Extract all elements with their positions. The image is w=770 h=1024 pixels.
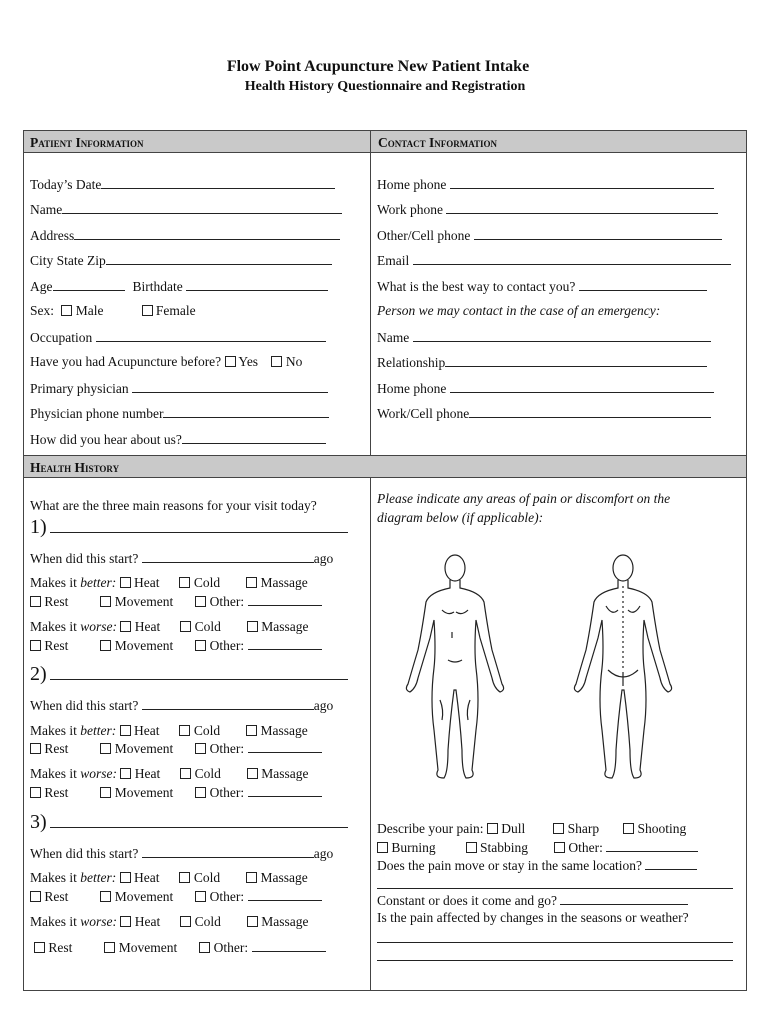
reason-2-worse-other-field[interactable] — [248, 784, 322, 797]
reason-1-worse-movement-checkbox[interactable] — [100, 640, 111, 651]
stabbing-checkbox[interactable] — [466, 842, 477, 853]
city-label: City State Zip — [30, 253, 106, 268]
rest-label: Rest — [48, 940, 73, 955]
home-phone-label: Home phone — [377, 177, 447, 192]
reason-3-row — [30, 811, 348, 834]
reason-2-better-rest-checkbox[interactable] — [30, 743, 41, 754]
health-column-divider — [370, 478, 371, 990]
reason-3-start-label: When did this start? — [30, 846, 139, 861]
occupation-row — [30, 329, 326, 346]
reason-2-worse-movement-checkbox[interactable] — [100, 787, 111, 798]
makes-label: Makes it — [30, 619, 81, 634]
worse-label: worse: — [80, 766, 117, 781]
reason-1-worse-other-checkbox[interactable] — [195, 640, 206, 651]
pain-other-label: Other: — [568, 840, 603, 855]
seasons-field-2[interactable] — [377, 960, 733, 961]
movement-label: Movement — [114, 594, 174, 609]
reason-3-better-rest-checkbox[interactable] — [30, 891, 41, 902]
physician-phone-row — [30, 405, 329, 422]
sex-label: Sex: — [30, 303, 55, 318]
emergency-name-row — [377, 329, 711, 346]
reason-2-better-other-field[interactable] — [248, 740, 322, 753]
relationship-label: Relationship — [377, 355, 446, 370]
describe-pain-label: Describe your pain: — [377, 821, 484, 836]
constant-question: Constant or does it come and go? — [377, 893, 557, 908]
movement-label: Movement — [114, 889, 174, 904]
todays-date-field[interactable] — [101, 176, 335, 189]
heat-label: Heat — [134, 619, 161, 634]
physician-phone-label: Physician phone number — [30, 406, 164, 421]
reason-2-worse-heat-checkbox[interactable] — [120, 768, 131, 779]
reason-3-worse-other-checkbox[interactable] — [199, 942, 210, 953]
work-cell-row — [377, 405, 711, 422]
seasons-question: Is the pain affected by changes in the seasons or weather? — [377, 910, 689, 925]
hear-label: How did you hear about us? — [30, 432, 182, 447]
home-phone-row — [377, 176, 714, 193]
reason-3-worse-row-2 — [34, 939, 326, 956]
reason-3-start-field[interactable] — [142, 845, 314, 858]
pain-move-row — [377, 857, 697, 874]
movement-label: Movement — [118, 940, 178, 955]
pain-move-field[interactable] — [645, 857, 697, 870]
reason-3-start-row — [30, 845, 333, 862]
pain-move-question: Does the pain move or stay in the same location? — [377, 858, 643, 873]
reason-2-better-row-2 — [30, 740, 322, 757]
reason-2-start-row — [30, 697, 333, 714]
email-row — [377, 252, 731, 269]
other-label: Other: — [209, 889, 245, 904]
cold-label: Cold — [193, 575, 221, 590]
cold-label: Cold — [193, 870, 221, 885]
physician-row — [30, 380, 328, 397]
body-back-diagram[interactable] — [568, 550, 678, 782]
sharp-checkbox[interactable] — [553, 823, 564, 834]
stabbing-label: Stabbing — [480, 840, 529, 855]
reason-3-better-row — [30, 870, 308, 886]
acupuncture-label: Have you had Acupuncture before? — [30, 354, 222, 369]
reason-2-worse-massage-checkbox[interactable] — [247, 768, 258, 779]
address-row — [30, 227, 340, 244]
heat-label: Heat — [134, 766, 161, 781]
age-row — [30, 278, 328, 295]
reason-1-better-movement-checkbox[interactable] — [100, 596, 111, 607]
email-field[interactable] — [413, 252, 731, 265]
movement-label: Movement — [114, 638, 174, 653]
reason-2-number: 2) — [30, 663, 47, 685]
reason-1-number: 1) — [30, 516, 47, 538]
better-label: better: — [80, 575, 117, 590]
reason-1-worse-rest-checkbox[interactable] — [30, 640, 41, 651]
reason-1-start-label: When did this start? — [30, 551, 139, 566]
reason-1-row — [30, 516, 348, 539]
yes-checkbox[interactable] — [225, 356, 236, 367]
physician-phone-field[interactable] — [163, 405, 329, 418]
reason-3-worse-rest-checkbox[interactable] — [34, 942, 45, 953]
birthdate-field[interactable] — [186, 278, 328, 291]
reason-1-better-massage-checkbox[interactable] — [246, 577, 257, 588]
pain-move-field-2[interactable] — [377, 888, 733, 889]
pain-other-checkbox[interactable] — [554, 842, 565, 853]
name-label: Name — [30, 202, 63, 217]
name-field[interactable] — [62, 201, 342, 214]
reason-2-better-cold-checkbox[interactable] — [179, 725, 190, 736]
reason-1-worse-row-2 — [30, 637, 322, 654]
reason-1-better-other-checkbox[interactable] — [195, 596, 206, 607]
other-label: Other: — [209, 638, 245, 653]
relationship-field[interactable] — [445, 354, 707, 367]
heat-label: Heat — [134, 870, 160, 885]
rest-label: Rest — [44, 785, 69, 800]
best-way-row — [377, 278, 707, 295]
cold-label: Cold — [194, 619, 221, 634]
acupuncture-row — [30, 354, 302, 370]
reason-3-worse-cold-checkbox[interactable] — [180, 916, 191, 927]
massage-label: Massage — [261, 619, 309, 634]
work-cell-label: Work/Cell phone — [377, 406, 470, 421]
heat-label: Heat — [134, 914, 161, 929]
makes-label: Makes it — [30, 766, 81, 781]
yes-label: Yes — [238, 354, 259, 369]
cell-phone-field[interactable] — [474, 227, 722, 240]
reason-2-field[interactable] — [50, 667, 348, 680]
worse-label: worse: — [80, 619, 117, 634]
rest-label: Rest — [44, 741, 69, 756]
reason-2-better-heat-checkbox[interactable] — [120, 725, 131, 736]
name-row — [30, 201, 342, 218]
makes-label: Makes it — [30, 870, 81, 885]
other-label: Other: — [209, 594, 245, 609]
constant-row — [377, 892, 688, 909]
massage-label: Massage — [261, 766, 309, 781]
reason-3-better-cold-checkbox[interactable] — [179, 872, 190, 883]
female-checkbox[interactable] — [142, 305, 153, 316]
reason-2-better-row — [30, 723, 308, 739]
health-header-bar — [24, 456, 746, 478]
reason-2-start-field[interactable] — [142, 697, 314, 710]
sharp-label: Sharp — [567, 821, 600, 836]
city-field[interactable] — [106, 252, 332, 265]
reason-1-better-row — [30, 575, 308, 591]
makes-label: Makes it — [30, 914, 81, 929]
heat-label: Heat — [134, 723, 160, 738]
reason-1-ago-label: ago — [313, 551, 334, 566]
describe-pain-row — [377, 821, 686, 837]
rest-label: Rest — [44, 638, 69, 653]
cold-label: Cold — [194, 766, 221, 781]
better-label: better: — [80, 723, 117, 738]
reason-3-better-heat-checkbox[interactable] — [120, 872, 131, 883]
male-label: Male — [75, 303, 104, 318]
column-divider — [370, 131, 371, 456]
reason-2-row — [30, 663, 348, 686]
emergency-home-phone-field[interactable] — [450, 380, 714, 393]
emergency-label: Person we may contact in the case of an emergency: — [377, 303, 661, 318]
other-label: Other: — [209, 785, 245, 800]
reason-3-worse-other-field[interactable] — [252, 939, 326, 952]
todays-date-label: Today’s Date — [30, 177, 102, 192]
physician-label: Primary physician — [30, 381, 129, 396]
dull-label: Dull — [501, 821, 526, 836]
reason-3-worse-heat-checkbox[interactable] — [120, 916, 131, 927]
reason-2-worse-row-2 — [30, 784, 322, 801]
constant-field[interactable] — [560, 892, 688, 905]
reason-3-worse-massage-checkbox[interactable] — [247, 916, 258, 927]
emergency-home-phone-label: Home phone — [377, 381, 447, 396]
pain-types-row-2 — [377, 839, 698, 856]
other-label: Other: — [209, 741, 245, 756]
massage-label: Massage — [260, 575, 308, 590]
massage-label: Massage — [260, 723, 308, 738]
contact-info-header: Contact Information — [378, 135, 498, 150]
reason-1-worse-other-field[interactable] — [248, 637, 322, 650]
patient-info-header: Patient Information — [30, 135, 144, 150]
reason-3-ago-label: ago — [313, 846, 334, 861]
reason-1-field[interactable] — [50, 520, 348, 533]
movement-label: Movement — [114, 741, 174, 756]
reason-2-worse-rest-checkbox[interactable] — [30, 787, 41, 798]
reason-1-start-field[interactable] — [142, 550, 314, 563]
reason-1-worse-cold-checkbox[interactable] — [180, 621, 191, 632]
reason-3-worse-row — [30, 914, 309, 930]
reason-1-worse-heat-checkbox[interactable] — [120, 621, 131, 632]
burning-label: Burning — [391, 840, 436, 855]
age-label: Age — [30, 279, 53, 294]
occupation-label: Occupation — [30, 330, 93, 345]
reason-2-start-label: When did this start? — [30, 698, 139, 713]
rest-label: Rest — [44, 889, 69, 904]
reason-3-field[interactable] — [50, 815, 348, 828]
work-cell-field[interactable] — [469, 405, 711, 418]
body-front-diagram[interactable] — [400, 550, 510, 782]
reason-2-ago-label: ago — [313, 698, 334, 713]
makes-label: Makes it — [30, 723, 81, 738]
emergency-name-field[interactable] — [413, 329, 711, 342]
hear-field[interactable] — [182, 431, 326, 444]
seasons-field-1[interactable] — [377, 942, 733, 943]
reason-2-better-other-checkbox[interactable] — [195, 743, 206, 754]
home-phone-field[interactable] — [450, 176, 714, 189]
cell-phone-row — [377, 227, 722, 244]
reason-2-worse-other-checkbox[interactable] — [195, 787, 206, 798]
health-history-header: Health History — [30, 460, 120, 475]
shooting-checkbox[interactable] — [623, 823, 634, 834]
occupation-field[interactable] — [96, 329, 326, 342]
male-checkbox[interactable] — [61, 305, 72, 316]
work-phone-label: Work phone — [377, 202, 444, 217]
reason-1-better-row-2 — [30, 593, 322, 610]
form-title: Flow Point Acupuncture New Patient Intake — [226, 58, 530, 75]
reason-1-better-heat-checkbox[interactable] — [120, 577, 131, 588]
reasons-question: What are the three main reasons for your visit today? — [30, 498, 317, 513]
cold-label: Cold — [193, 723, 221, 738]
reason-2-better-massage-checkbox[interactable] — [246, 725, 257, 736]
reason-1-better-other-field[interactable] — [248, 593, 322, 606]
reason-3-better-other-field[interactable] — [248, 888, 322, 901]
age-field[interactable] — [53, 278, 125, 291]
work-phone-field[interactable] — [446, 201, 718, 214]
reason-1-better-rest-checkbox[interactable] — [30, 596, 41, 607]
heat-label: Heat — [134, 575, 160, 590]
emergency-home-phone-row — [377, 380, 714, 397]
reason-2-better-movement-checkbox[interactable] — [100, 743, 111, 754]
relationship-row — [377, 354, 707, 371]
form-subtitle: Health History Questionnaire and Registration — [244, 79, 526, 94]
work-phone-row — [377, 201, 718, 218]
reason-1-start-row — [30, 550, 333, 567]
worse-label: worse: — [80, 914, 117, 929]
makes-label: Makes it — [30, 575, 81, 590]
pain-instruction-1: Please indicate any areas of pain or discomfort on the — [377, 491, 671, 506]
address-label: Address — [30, 228, 75, 243]
better-label: better: — [80, 870, 117, 885]
reason-1-worse-massage-checkbox[interactable] — [247, 621, 258, 632]
reason-1-worse-row — [30, 619, 309, 635]
reason-3-better-row-2 — [30, 888, 322, 905]
burning-checkbox[interactable] — [377, 842, 388, 853]
movement-label: Movement — [114, 785, 174, 800]
best-way-field[interactable] — [579, 278, 707, 291]
reason-3-better-other-checkbox[interactable] — [195, 891, 206, 902]
massage-label: Massage — [260, 870, 308, 885]
rest-label: Rest — [44, 594, 69, 609]
no-label: No — [285, 354, 303, 369]
dull-checkbox[interactable] — [487, 823, 498, 834]
physician-field[interactable] — [132, 380, 328, 393]
shooting-label: Shooting — [637, 821, 687, 836]
best-way-label: What is the best way to contact you? — [377, 279, 576, 294]
reason-3-better-massage-checkbox[interactable] — [246, 872, 257, 883]
emergency-name-label: Name — [377, 330, 410, 345]
reason-3-number: 3) — [30, 811, 47, 833]
reason-3-worse-movement-checkbox[interactable] — [104, 942, 115, 953]
sex-row — [30, 303, 196, 319]
city-row — [30, 252, 332, 269]
reason-3-better-movement-checkbox[interactable] — [100, 891, 111, 902]
hear-row — [30, 431, 326, 448]
other-label: Other: — [213, 940, 249, 955]
cell-phone-label: Other/Cell phone — [377, 228, 471, 243]
todays-date-row — [30, 176, 335, 193]
cold-label: Cold — [194, 914, 221, 929]
pain-instruction-2: diagram below (if applicable): — [377, 510, 544, 525]
email-label: Email — [377, 253, 410, 268]
no-checkbox[interactable] — [271, 356, 282, 367]
reason-2-worse-cold-checkbox[interactable] — [180, 768, 191, 779]
pain-other-field[interactable] — [606, 839, 698, 852]
female-label: Female — [155, 303, 196, 318]
reason-2-worse-row — [30, 766, 309, 782]
massage-label: Massage — [261, 914, 309, 929]
reason-1-better-cold-checkbox[interactable] — [179, 577, 190, 588]
birthdate-label: Birthdate — [132, 279, 183, 294]
address-field[interactable] — [74, 227, 340, 240]
